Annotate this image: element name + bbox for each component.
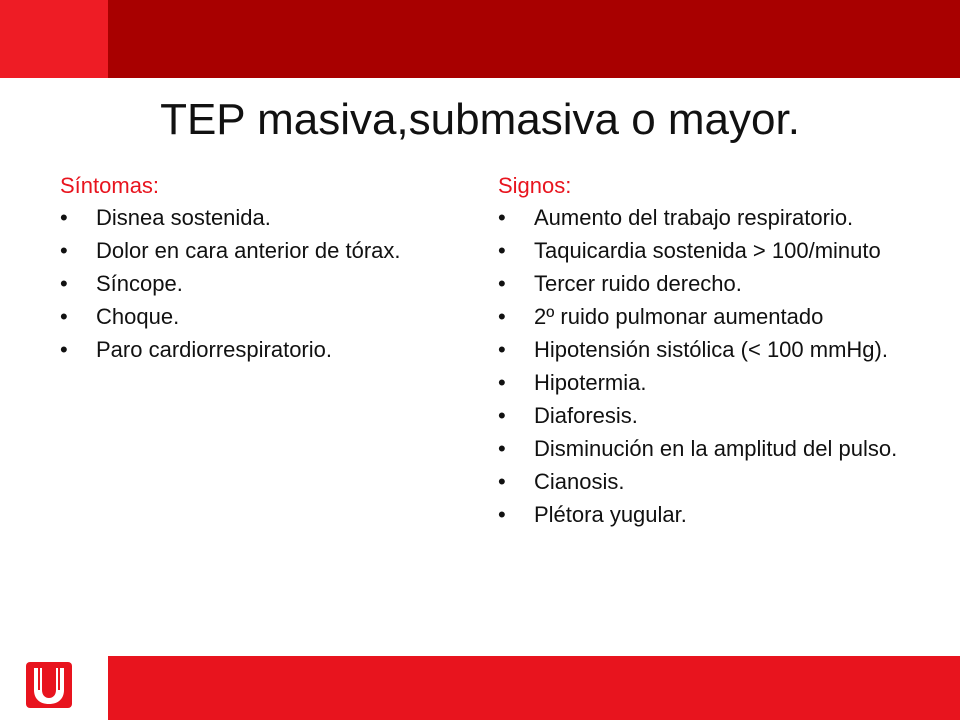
bullet-icon: •	[60, 304, 68, 329]
list-item	[498, 334, 918, 360]
list-item	[498, 433, 918, 459]
bullet-icon: •	[498, 403, 506, 428]
list-item	[60, 334, 480, 360]
list-item-text: Hipotensión sistólica (< 100 mmHg).	[534, 337, 888, 362]
bullet-icon: •	[498, 304, 506, 329]
list-item-text: Diaforesis.	[534, 403, 638, 428]
symptoms-column	[60, 172, 480, 367]
list-item	[498, 367, 918, 393]
list-item	[498, 235, 918, 261]
signs-list	[498, 202, 918, 525]
list-item-text: Hipotermia.	[534, 370, 647, 395]
list-item-text: Aumento del trabajo respiratorio.	[534, 205, 854, 230]
list-item-text: Cianosis.	[534, 469, 625, 494]
footer-bar-right	[108, 656, 960, 720]
list-item	[498, 301, 918, 327]
bullet-icon: •	[60, 337, 68, 362]
list-item	[60, 301, 480, 327]
list-item-text: Plétora yugular.	[534, 502, 687, 527]
bullet-icon: •	[498, 238, 506, 263]
bullet-icon: •	[498, 205, 506, 230]
u-logo-icon	[26, 662, 72, 708]
list-item	[60, 235, 480, 261]
list-item-text: Tercer ruido derecho.	[534, 271, 742, 296]
bullet-icon: •	[60, 205, 68, 230]
list-item	[498, 400, 918, 426]
bullet-icon: •	[498, 502, 506, 527]
header-bar-right	[108, 0, 960, 78]
list-item	[498, 202, 918, 228]
symptoms-heading: Síntomas:	[60, 173, 160, 198]
list-item	[498, 499, 918, 525]
list-item-text: Disnea sostenida.	[96, 205, 271, 230]
bullet-icon: •	[498, 370, 506, 395]
bullet-icon: •	[60, 271, 68, 296]
list-item-text: Taquicardia sostenida > 100/minuto	[534, 238, 881, 263]
bullet-icon: •	[498, 436, 506, 461]
slide-title: TEP masiva,submasiva o mayor.	[160, 95, 800, 144]
list-item	[60, 268, 480, 294]
signs-column	[498, 172, 918, 532]
bullet-icon: •	[498, 271, 506, 296]
list-item-text: Dolor en cara anterior de tórax.	[96, 238, 401, 263]
bullet-icon: •	[498, 337, 506, 362]
signs-heading: Signos:	[498, 173, 572, 198]
bullet-icon: •	[498, 469, 506, 494]
header-bar-left	[0, 0, 108, 78]
bullet-icon: •	[60, 238, 68, 263]
list-item-text: Choque.	[96, 304, 180, 329]
list-item	[498, 268, 918, 294]
list-item-text: Síncope.	[96, 271, 183, 296]
list-item-text: Paro cardiorrespiratorio.	[96, 337, 332, 362]
symptoms-list	[60, 202, 480, 360]
list-item-text: Disminución en la amplitud del pulso.	[534, 436, 898, 461]
list-item	[60, 202, 480, 228]
list-item	[498, 466, 918, 492]
list-item-text: 2º ruido pulmonar aumentado	[534, 304, 824, 329]
